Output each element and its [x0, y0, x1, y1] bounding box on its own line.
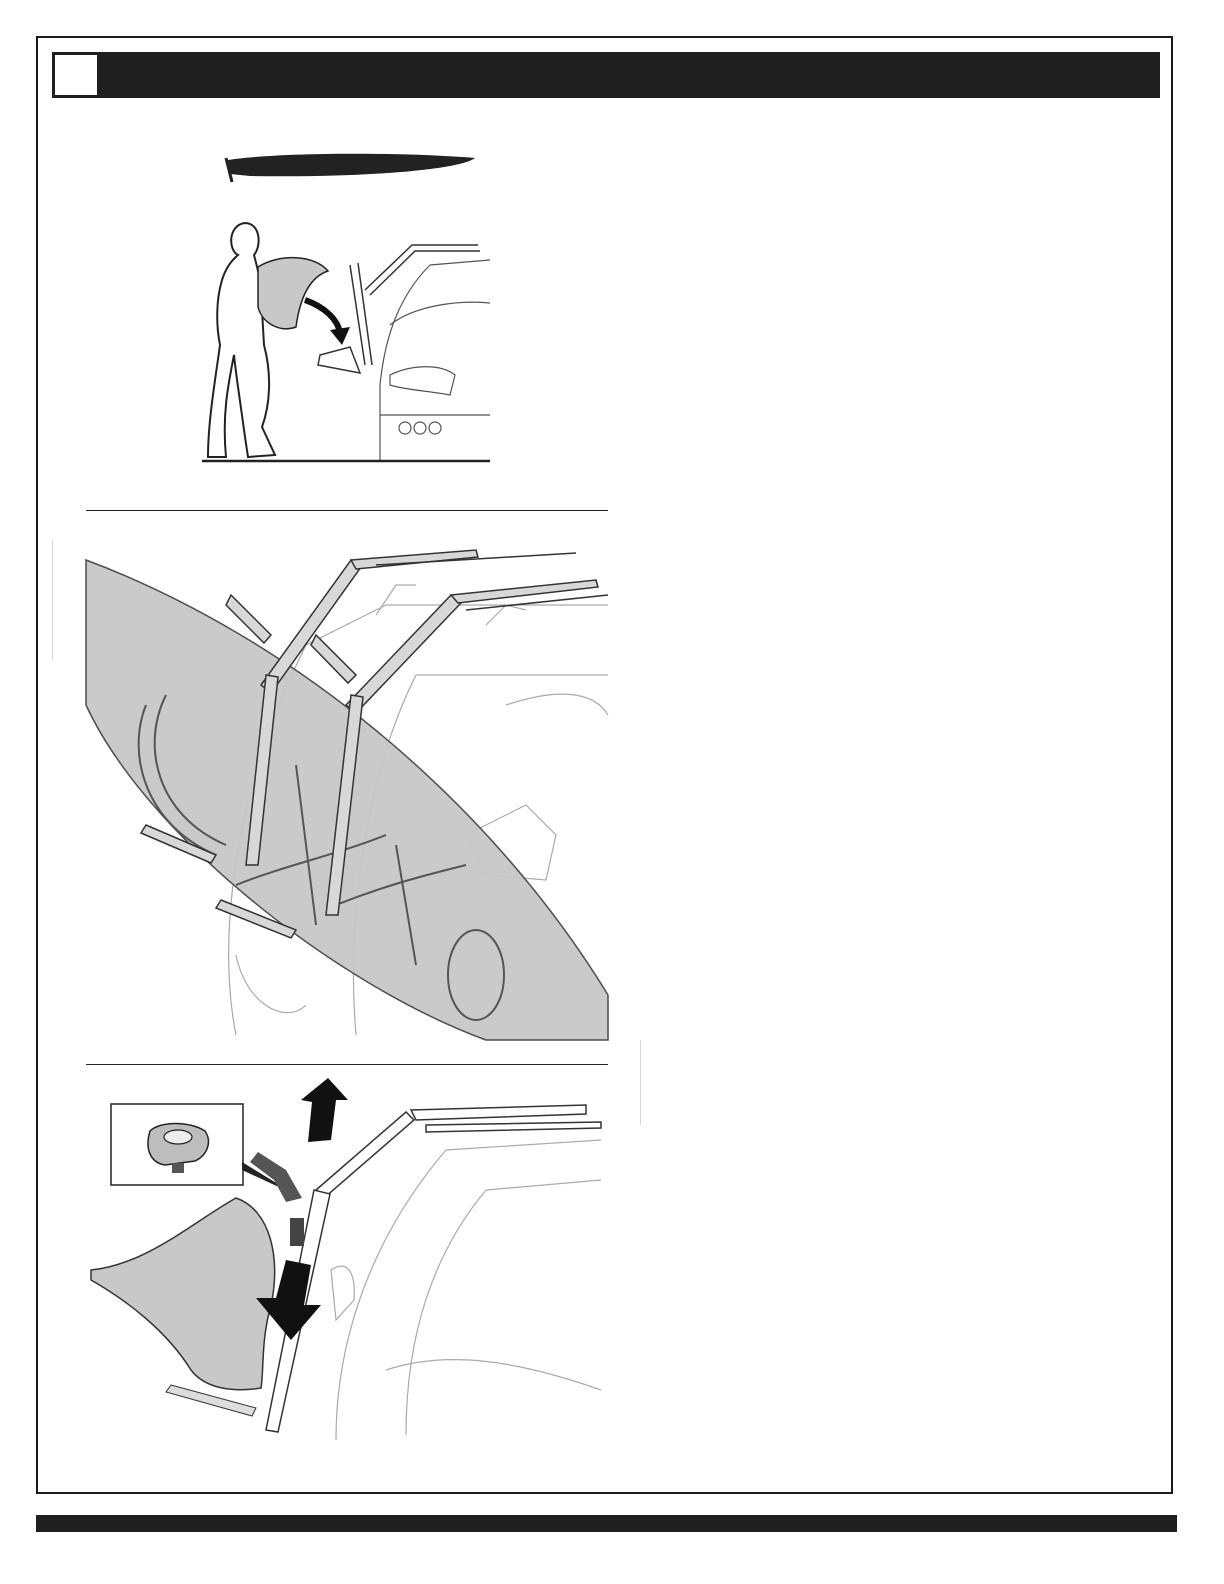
person-icon: [208, 223, 275, 457]
section-divider-1: [86, 510, 608, 511]
rack-icon: [266, 1105, 601, 1432]
car-icon: [380, 260, 490, 460]
arrow-icon: [301, 1078, 348, 1142]
arrow-icon: [305, 300, 340, 333]
footer-bar: [36, 1515, 1177, 1532]
kayak-shell-icon: [258, 258, 328, 329]
car-icon: [331, 1140, 601, 1440]
step-number-box: [54, 54, 98, 96]
person-loading-illustration: [200, 215, 495, 470]
kayak-on-rack-illustration: [86, 535, 608, 1040]
kayak-shell-icon: [91, 1198, 275, 1390]
section-divider-2: [86, 1064, 608, 1065]
kayak-top-view-illustration: [220, 150, 480, 190]
kayak-loading-detail-illustration: [86, 1070, 601, 1440]
scan-mark: [640, 1040, 641, 1125]
scan-mark: [52, 540, 53, 660]
step-header-bar: [52, 52, 1160, 98]
